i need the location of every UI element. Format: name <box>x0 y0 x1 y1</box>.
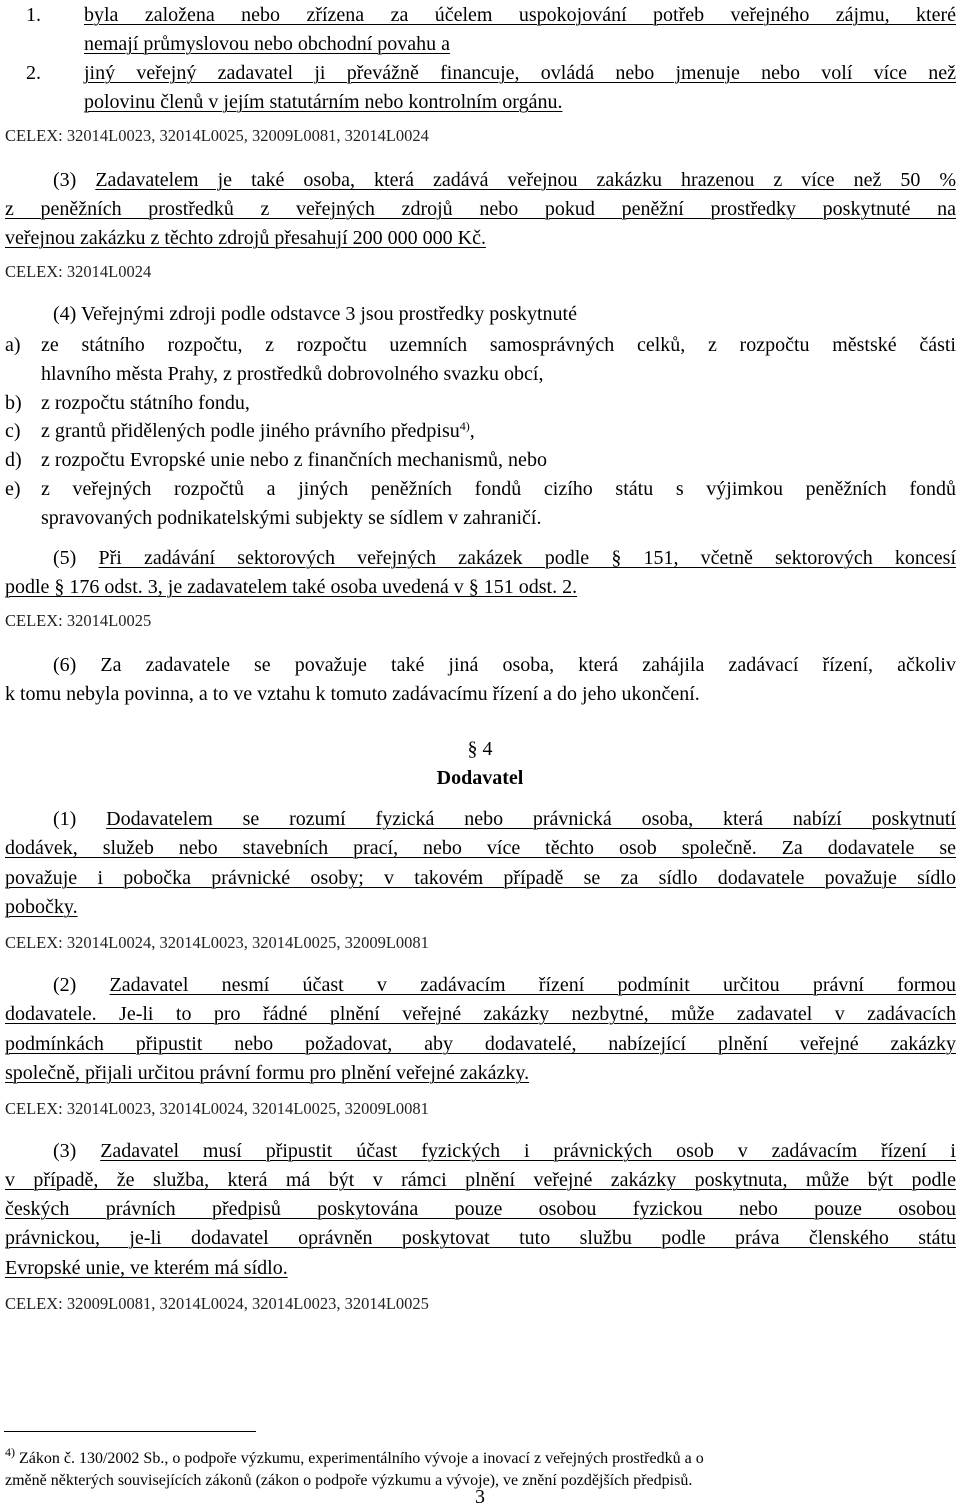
item-label: b) <box>5 392 22 414</box>
item-text: spravovaných podnikatelskými subjekty se sídlem v zahraničí. <box>41 507 542 529</box>
paragraph-text: podle § 176 odst. 3, je zadavatelem také osoba uvedená v § 151 odst. 2. <box>5 576 578 598</box>
paragraph-number: (5) <box>53 547 99 569</box>
item-text: z grantů přidělených podle jiného právního předpisu <box>41 420 460 442</box>
list-item-text: jiný veřejný zadavatel ji převážně financuje, ovládá nebo jmenuje nebo volí více než <box>84 62 956 84</box>
paragraph-number: (3) <box>53 169 96 191</box>
celex-reference: CELEX: 32014L0024, 32014L0023, 32014L0025, 32009L0081 <box>5 933 429 952</box>
footnote-marker: 4) <box>5 1445 15 1459</box>
footnote-text: Zákon č. 130/2002 Sb., o podpoře výzkumu, experimentálního vývoje a inovací z veřejných prostředků a o <box>15 1450 704 1467</box>
item-text: hlavního města Prahy, z prostředků dobrovolného svazku obcí, <box>41 363 544 385</box>
paragraph-text: Při zadávání sektorových veřejných zakázek podle § 151, včetně sektorových koncesí <box>98 547 957 569</box>
footnote-reference: 4) <box>459 419 470 433</box>
paragraph-text: právnickou, je-li dodavatel oprávněn poskytovat tuto službu podle práva členského státu <box>5 1227 956 1249</box>
item-text-with-footnote <box>41 421 475 441</box>
paragraph-text: Dodavatelem se rozumí fyzická nebo právnická osoba, která nabízí poskytnutí <box>106 808 956 830</box>
footnote-line <box>5 1445 956 1467</box>
celex-reference: CELEX: 32014L0023, 32014L0024, 32014L0025, 32009L0081 <box>5 1099 429 1118</box>
item-label: c) <box>5 420 21 442</box>
list-item-text: nemají průmyslovou nebo obchodní povahu a <box>84 33 451 55</box>
section4-paragraph-2-line <box>53 975 956 995</box>
item-text: z rozpočtu Evropské unie nebo z finančních mechanismů, nebo <box>41 449 547 471</box>
list-item-text: byla založena nebo zřízena za účelem uspokojování potřeb veřejného zájmu, které <box>84 4 956 26</box>
paragraph-text: Zadavatelem je také osoba, která zadává veřejnou zakázku hrazenou z více než 50 % <box>95 169 956 191</box>
paragraph-3-line <box>53 170 956 190</box>
list-number: 1. <box>26 4 41 26</box>
item-text-tail: , <box>469 420 475 442</box>
paragraph-text: považuje i pobočka právnické osoby; v takovém případě se za sídlo dodavatele považuje sídlo <box>5 867 956 889</box>
paragraph-6-text: k tomu nebyla povinna, a to ve vztahu k tomuto zadávacímu řízení a do jeho ukončení. <box>5 683 700 705</box>
paragraph-text: Evropské unie, ve kterém má sídlo. <box>5 1257 288 1279</box>
paragraph-number: (1) <box>53 808 107 830</box>
paragraph-text: pobočky. <box>5 896 78 918</box>
section4-paragraph-1-line <box>53 809 956 829</box>
paragraph-4-intro: (4) Veřejnými zdroji podle odstavce 3 jsou prostředky poskytnuté <box>53 303 577 325</box>
item-label: d) <box>5 449 22 471</box>
paragraph-text: veřejnou zakázku z těchto zdrojů přesahují 200 000 000 Kč. <box>5 227 486 249</box>
paragraph-text: podmínkách připustit nebo požadovat, aby dodavatelé, nabízející plnění veřejné zakázky <box>5 1033 956 1055</box>
item-text: z rozpočtu státního fondu, <box>41 392 250 414</box>
paragraph-text: Zadavatel nesmí účast v zadávacím řízení podmínit určitou právní formou <box>109 974 956 996</box>
footnote-separator <box>4 1431 256 1432</box>
paragraph-text: dodávek, služeb nebo stavebních prací, nebo více těchto osob společně. Za dodavatele se <box>5 837 956 859</box>
item-label: e) <box>5 478 21 500</box>
paragraph-6-text: (6) Za zadavatele se považuje také jiná osoba, která zahájila zadávací řízení, ačkoliv <box>53 654 956 676</box>
paragraph-text: dodavatele. Je-li to pro řádné plnění veřejné zakázky nezbytné, může zadavatel v zadávacích <box>5 1003 956 1025</box>
list-number: 2. <box>26 62 41 84</box>
paragraph-number: (2) <box>53 974 110 996</box>
paragraph-text: v případě, že služba, která má být v rámci plnění veřejné zakázky poskytnuta, může být podle <box>5 1169 956 1191</box>
section4-paragraph-3-line <box>53 1141 956 1161</box>
paragraph-number: (3) <box>53 1140 101 1162</box>
item-text: ze státního rozpočtu, z rozpočtu uzemních samosprávných celků, z rozpočtu městské části <box>41 334 956 356</box>
list-item-text: polovinu členů v jejím statutárním nebo kontrolním orgánu. <box>84 91 563 113</box>
footnote-text: změně některých souvisejících zákonů (zákon o podpoře výzkumu a vývoje), ve znění pozdějších předpisů. <box>5 1472 693 1489</box>
item-text: z veřejných rozpočtů a jiných peněžních fondů cizího státu s výjimkou peněžních fondů <box>41 478 956 500</box>
celex-reference: CELEX: 32014L0025 <box>5 611 152 630</box>
paragraph-text: Zadavatel musí připustit účast fyzických i právnických osob v zadávacím řízení i <box>100 1140 956 1162</box>
celex-reference: CELEX: 32014L0023, 32014L0025, 32009L0081, 32014L0024 <box>5 126 429 145</box>
celex-reference: CELEX: 32014L0024 <box>5 262 152 281</box>
celex-reference: CELEX: 32009L0081, 32014L0024, 32014L0023, 32014L0025 <box>5 1294 429 1313</box>
paragraph-text: z peněžních prostředků z veřejných zdrojů nebo pokud peněžní prostředky poskytnuté na <box>5 198 956 220</box>
page-number: 3 <box>475 1486 485 1508</box>
paragraph-text: společně, přijali určitou právní formu pro plnění veřejné zakázky. <box>5 1062 530 1084</box>
section-title: Dodavatel <box>436 767 524 789</box>
paragraph-5-line <box>53 548 956 568</box>
paragraph-text: českých právních předpisů poskytována pouze osobou fyzickou nebo pouze osobou <box>5 1198 956 1220</box>
item-label: a) <box>5 334 21 356</box>
section-number: § 4 <box>467 738 493 760</box>
